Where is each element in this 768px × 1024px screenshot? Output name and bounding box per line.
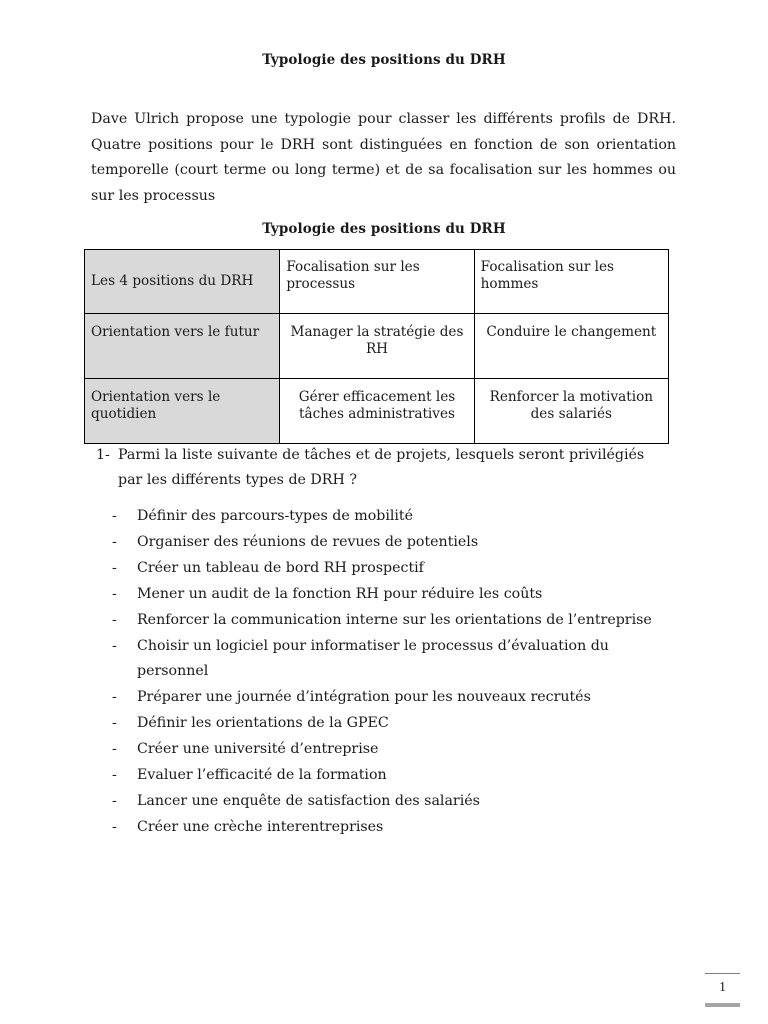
drh-positions-table	[84, 249, 669, 444]
bullet-dash: -	[112, 637, 117, 654]
intro-text: Dave Ulrich propose une typologie pour classer les différents profils de DRH. Quatre positions pour le DRH sont distinguées en fonction de son orientation temporelle (court terme ou long terme) et de sa focalisation sur les hommes ou sur les processus	[91, 111, 676, 204]
task-text: Créer une crèche interentreprises	[137, 818, 384, 835]
bullet-dash: -	[112, 792, 117, 809]
bullet-dash: -	[112, 611, 117, 628]
list-item	[112, 634, 682, 686]
task-list	[112, 504, 682, 841]
task-text: Préparer une journée d’intégration pour les nouveaux recrutés	[137, 689, 591, 706]
table-cell: Manager la stratégie des RH	[280, 314, 474, 379]
question-text-2: par les différents types de DRH ?	[118, 472, 357, 488]
question-1	[96, 443, 686, 493]
table-row	[85, 314, 669, 379]
table-header-row	[85, 250, 669, 314]
bullet-dash: -	[112, 689, 117, 706]
table-title: Typologie des positions du DRH	[262, 221, 506, 237]
table-cell: Focalisation sur les processus	[280, 250, 474, 314]
question-number: 1-	[96, 447, 110, 463]
task-text: Renforcer la communication interne sur les orientations de l’entreprise	[137, 611, 652, 628]
list-item	[112, 504, 682, 530]
table-row	[85, 379, 669, 444]
task-text: Créer une université d’entreprise	[137, 741, 379, 758]
task-text: Définir des parcours-types de mobilité	[137, 508, 414, 524]
table-cell: Les 4 positions du DRH	[85, 250, 280, 314]
list-item	[112, 556, 682, 582]
list-item	[112, 608, 682, 634]
table-cell: Conduire le changement	[474, 314, 668, 379]
list-item	[112, 789, 682, 815]
list-item	[112, 711, 682, 737]
question-line-1	[96, 443, 686, 468]
bullet-dash: -	[112, 715, 117, 732]
table-cell: Gérer efficacement les tâches administratives	[280, 379, 474, 444]
task-text: Lancer une enquête de satisfaction des salariés	[137, 792, 480, 809]
bullet-dash: -	[112, 818, 117, 835]
task-text: Choisir un logiciel pour informatiser le processus d’évaluation du personnel	[137, 637, 609, 680]
bullet-dash: -	[112, 767, 117, 784]
table-cell: Orientation vers le quotidien	[85, 379, 280, 444]
table-cell: Orientation vers le futur	[85, 314, 280, 379]
table-cell: Renforcer la motivation des salariés	[474, 379, 668, 444]
task-text: Mener un audit de la fonction RH pour réduire les coûts	[137, 585, 543, 602]
question-text-1: Parmi la liste suivante de tâches et de projets, lesquels seront privilégiés	[118, 447, 645, 463]
task-text: Définir les orientations de la GPEC	[137, 715, 389, 732]
task-text: Organiser des réunions de revues de potentiels	[137, 533, 479, 550]
bullet-dash: -	[112, 533, 117, 550]
list-item	[112, 685, 682, 711]
list-item	[112, 763, 682, 789]
table-cell: Focalisation sur les hommes	[474, 250, 668, 314]
task-text: Evaluer l’efficacité de la formation	[137, 767, 387, 784]
page-number-box	[705, 973, 740, 1007]
list-item	[112, 737, 682, 763]
page-number: 1	[719, 980, 726, 995]
list-item	[112, 582, 682, 608]
intro-paragraph	[91, 107, 676, 209]
bullet-dash: -	[112, 508, 117, 524]
bullet-dash: -	[112, 585, 117, 602]
document-title: Typologie des positions du DRH	[262, 52, 506, 68]
bullet-dash: -	[112, 559, 117, 576]
list-item	[112, 815, 682, 841]
list-item	[112, 530, 682, 556]
bullet-dash: -	[112, 741, 117, 758]
task-text: Créer un tableau de bord RH prospectif	[137, 559, 424, 576]
